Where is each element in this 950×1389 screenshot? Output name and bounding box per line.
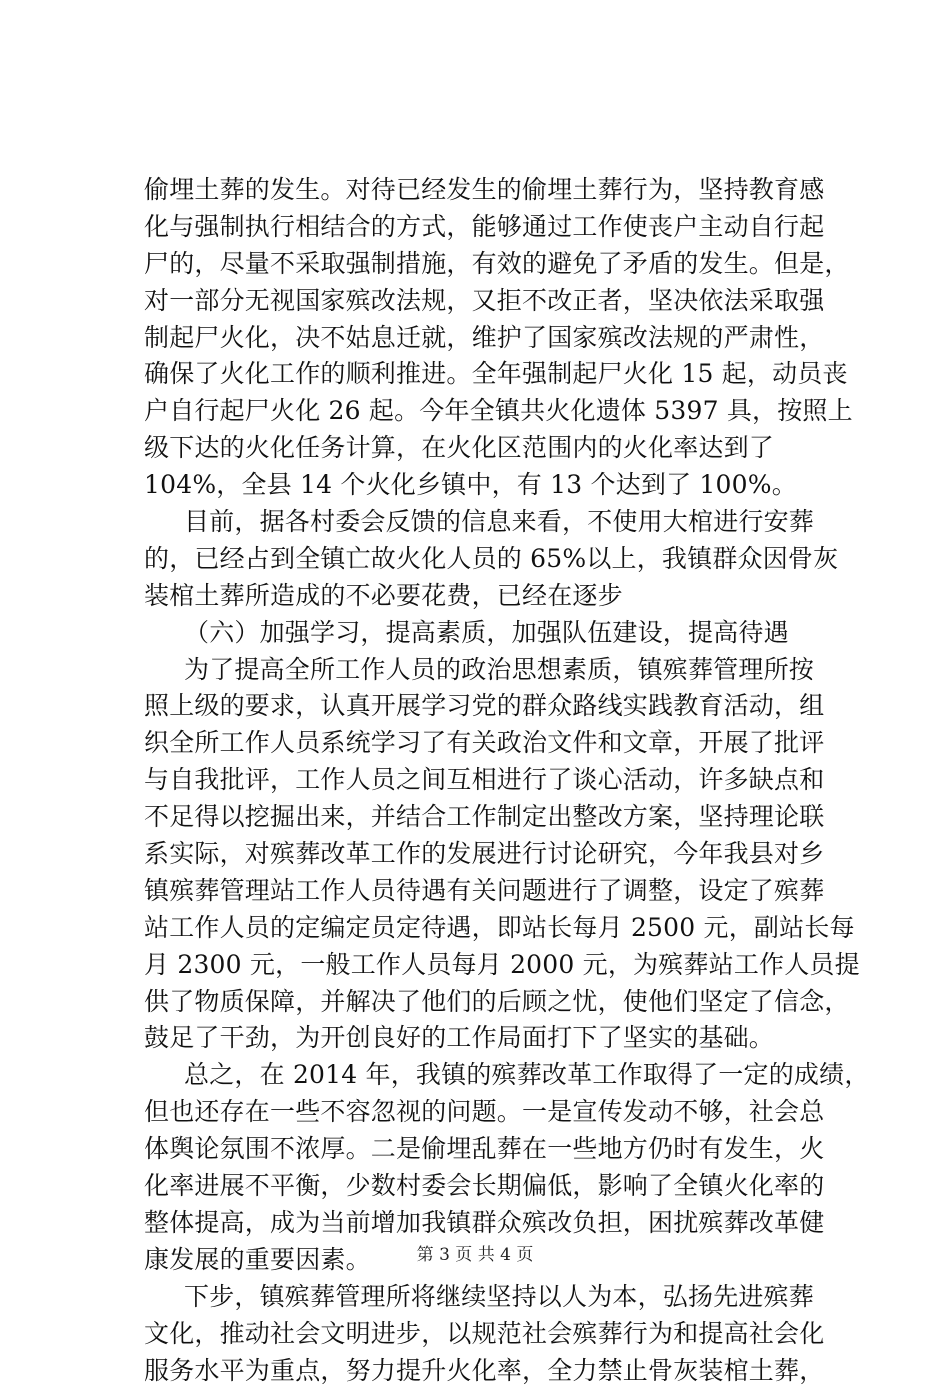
text-line: 体舆论氛围不浓厚。二是偷埋乱葬在一些地方仍时有发生，火 <box>144 1131 824 1168</box>
text-line: 级下达的火化任务计算，在火化区范围内的火化率达到了 <box>144 430 824 467</box>
text-line: 化与强制执行相结合的方式，能够通过工作使丧户主动自行起 <box>144 209 824 246</box>
text-line: 的，已经占到全镇亡故火化人员的 65%以上，我镇群众因骨灰 <box>144 541 824 578</box>
paragraph-start-line: 为了提高全所工作人员的政治思想素质，镇殡葬管理所按 <box>144 652 824 689</box>
text-line: 尸的，尽量不采取强制措施，有效的避免了矛盾的发生。但是， <box>144 246 824 283</box>
text-line: 整体提高，成为当前增加我镇群众殡改负担，困扰殡葬改革健 <box>144 1205 824 1242</box>
text-line: 偷埋土葬的发生。对待已经发生的偷埋土葬行为，坚持教育感 <box>144 172 824 209</box>
text-line: 与自我批评，工作人员之间互相进行了谈心活动，许多缺点和 <box>144 762 824 799</box>
text-line: 康发展的重要因素。 <box>144 1242 824 1279</box>
text-line: 照上级的要求，认真开展学习党的群众路线实践教育活动，组 <box>144 688 824 725</box>
page-number-footer: 第 3 页 共 4 页 <box>0 1240 950 1265</box>
text-line: 站工作人员的定编定员定待遇，即站长每月 2500 元，副站长每 <box>144 910 824 947</box>
text-line: 服务水平为重点，努力提升火化率，全力禁止骨灰装棺土葬， <box>144 1353 824 1389</box>
text-line: 月 2300 元，一般工作人员每月 2000 元，为殡葬站工作人员提 <box>144 947 824 984</box>
text-line: 镇殡葬管理站工作人员待遇有关问题进行了调整，设定了殡葬 <box>144 873 824 910</box>
text-line: 化率进展不平衡，少数村委会长期偏低，影响了全镇火化率的 <box>144 1168 824 1205</box>
text-line: 系实际，对殡葬改革工作的发展进行讨论研究，今年我县对乡 <box>144 836 824 873</box>
paragraph-start-line: 总之，在 2014 年，我镇的殡葬改革工作取得了一定的成绩， <box>144 1057 824 1094</box>
text-line: 户自行起尸火化 26 起。今年全镇共火化遗体 5397 具，按照上 <box>144 393 824 430</box>
text-line: 文化，推动社会文明进步，以规范社会殡葬行为和提高社会化 <box>144 1316 824 1353</box>
section-heading: （六）加强学习，提高素质，加强队伍建设，提高待遇 <box>144 615 824 652</box>
text-line: 对一部分无视国家殡改法规，又拒不改正者，坚决依法采取强 <box>144 283 824 320</box>
text-line: 104%，全县 14 个火化乡镇中，有 13 个达到了 100%。 <box>144 467 824 504</box>
text-line: 鼓足了干劲，为开创良好的工作局面打下了坚实的基础。 <box>144 1020 824 1057</box>
text-line: 但也还存在一些不容忽视的问题。一是宣传发动不够，社会总 <box>144 1094 824 1131</box>
text-line: 织全所工作人员系统学习了有关政治文件和文章，开展了批评 <box>144 725 824 762</box>
body-text <box>144 172 824 1389</box>
paragraph-start-line: 目前，据各村委会反馈的信息来看，不使用大棺进行安葬 <box>144 504 824 541</box>
text-line: 供了物质保障，并解决了他们的后顾之忧，使他们坚定了信念， <box>144 984 824 1021</box>
paragraph-start-line: 下步，镇殡葬管理所将继续坚持以人为本，弘扬先进殡葬 <box>144 1279 824 1316</box>
text-line: 确保了火化工作的顺利推进。全年强制起尸火化 15 起，动员丧 <box>144 356 824 393</box>
text-line: 不足得以挖掘出来，并结合工作制定出整改方案，坚持理论联 <box>144 799 824 836</box>
text-line: 装棺土葬所造成的不必要花费，已经在逐步 <box>144 578 824 615</box>
text-line: 制起尸火化，决不姑息迁就，维护了国家殡改法规的严肃性， <box>144 320 824 357</box>
